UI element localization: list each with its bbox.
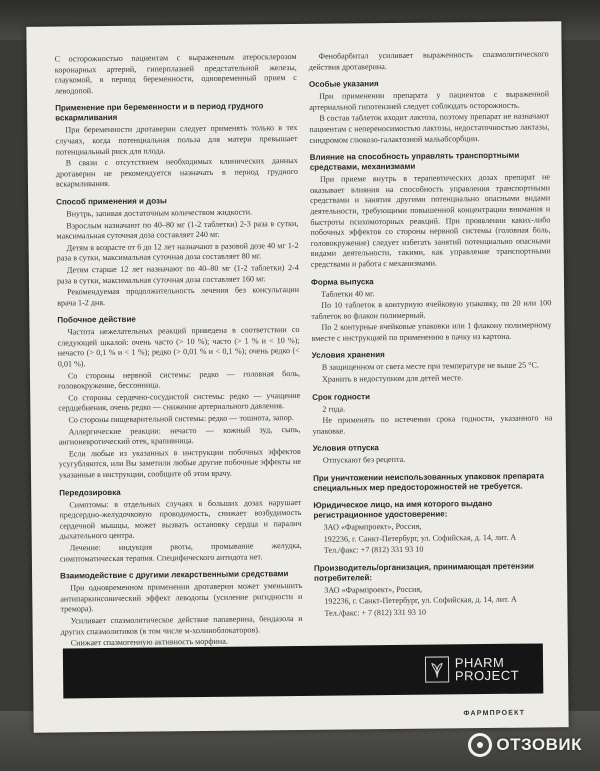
section-heading: Срок годности	[312, 391, 371, 402]
section-heading: Условия отпуска	[312, 443, 379, 454]
paragraph: Таблетки 40 мг.	[321, 288, 375, 299]
paragraph: Не применять по истечении срока годности, указанного на упаковке.	[312, 413, 553, 436]
section-heading: Особые указания	[308, 79, 379, 90]
paragraph: Аллергические реакции: нечасто — кожный зуд, сыпь, ангионевротический отек, крапивница.	[58, 424, 301, 447]
paragraph: По 2 контурные ячейковые упаковки или 1 флакону полимерному вместе с инструкцией по применению в пачку из картона.	[311, 320, 552, 343]
logo-subtitle: ФАРМПРОЕКТ	[463, 709, 526, 718]
paragraph: Хранить в недоступном для детей месте.	[321, 373, 464, 384]
paragraph: При беременности дротаверин следует применять только в тех случаях, когда потенциальная польза для матери превышает потенциальный риск для плода.	[55, 123, 298, 157]
paragraph: 192236, г. Санкт-Петербург, ул. Софийская, д. 14, лит. А	[324, 595, 517, 607]
paragraph: С осторожностью пациентам с выраженным атеросклерозом коронарных артерий, гиперплазией предстательной железы, глаукомой, в период беременности, одновременный прием с леводопой.	[54, 51, 297, 96]
section-heading: Передозировка	[59, 487, 121, 498]
paragraph: Симптомы: в отдельных случаях в больших дозах нарушает предсердно-желудочковую проводимость, снижает возбудимость сердечной мышцы, может вызвать остановку сердца и паралич дыхательного центра.	[59, 497, 302, 541]
section-heading: Юридическое лицо, на имя которого выдано регистрационное удостоверение:	[313, 498, 493, 520]
paragraph: Снижает спазмогенную активность морфина.	[70, 636, 228, 648]
footer-bar	[63, 643, 543, 698]
paragraph: Со стороны нервной системы: редко — головная боль, головокружение, бессонница.	[58, 368, 301, 391]
section-heading: Форма выпуска	[310, 276, 374, 287]
paragraph: В защищенном от света месте при температуре не выше 25 °С.	[321, 360, 539, 373]
paragraph: ЗАО «Фармпроект», Россия,	[324, 584, 423, 595]
watermark-text: ОТЗОВИК	[496, 735, 582, 754]
paragraph: Со стороны сердечно-сосудистой системы: редко — учащение сердцебиения, очень редко — снижение артериального давления.	[58, 390, 301, 413]
paragraph: При приеме внутрь в терапевтических дозах препарат не оказывает влияния на способность управления транспортными средствами и занятия другими потенциально опасными видами деятельности, требующими повышенной концентрации внимания и быстроты психомоторных реакций. При проявлении каких-либо побочных эффектов со стороны нервной системы (головная боль, головокружение) следует избегать занятий потенциально опасными видами деятельности, такими, как управление транспортными средствами и работа с механизмами.	[309, 172, 551, 269]
section-heading: Способ применения и дозы	[56, 196, 167, 207]
paragraph: 192236, г. Санкт-Петербург, ул. Софийская, д. 14, лит. А	[323, 532, 517, 544]
section-heading: Побочное действие	[57, 314, 136, 325]
section-heading: При уничтожении неиспользованных упаковок препарата специальных мер предосторожностей не требуется.	[313, 471, 545, 493]
paragraph: При применении препарата у пациентов с выраженной артериальной гипотензией следует соблюдать осторожность.	[309, 89, 550, 112]
paragraph: Усиливает спазмолитическое действие папаверина, бендазола и других спазмолитиков (в том числе м-холиноблокаторов).	[60, 613, 303, 637]
section-heading: Условия хранения	[311, 350, 385, 361]
otzovik-watermark	[468, 733, 582, 757]
section-heading: Применение при беременности и в период грудного вскармливания	[55, 101, 264, 123]
section-heading: Влияние на способность управлять транспортными средствами, механизмами	[309, 150, 520, 173]
paragraph: Внутрь, запивая достаточным количеством жидкости.	[66, 207, 253, 219]
paragraph: Взрослым назначают по 40–80 мг (1-2 таблетки) 2-3 раза в сутки, максимальная суточная доза составляет 240 мг.	[56, 218, 299, 241]
otzovik-logo-icon	[468, 733, 492, 757]
paragraph: Тел./факс: + 7 (812) 331 93 10	[324, 607, 427, 618]
logo-line-1: PHARM	[454, 654, 505, 671]
paragraph: ЗАО «Фармпроект», Россия,	[323, 521, 422, 532]
paragraph: 2 года.	[322, 404, 346, 414]
paragraph: Со стороны пищеварительной системы: редко — тошнота, запор.	[68, 413, 294, 425]
paragraph: По 10 таблеток в контурную ячейковую упаковку, по 20 или 100 таблеток во флакон полимерный.	[311, 298, 552, 321]
section-heading: Производитель/организация, принимающая претензии потребителей:	[313, 561, 534, 583]
paragraph: В связи с отсутствием необходимых клинических данных дротаверин не рекомендуется назначать в период грудного вскармливания.	[55, 156, 298, 189]
instruction-leaflet	[26, 21, 568, 733]
section-heading: Взаимодействие с другими лекарственными средствами	[60, 569, 289, 581]
paragraph: Тел./факс: +7 (812) 331 93 10	[323, 544, 424, 555]
logo-line-2: PROJECT	[454, 667, 520, 684]
paragraph: Рекомендуемая продолжительность лечения без консультации врача 1-2 дня.	[57, 285, 300, 308]
paragraph: В состав таблеток входит лактоза, поэтому препарат не назначают пациентам с непереносимостью лактозы, недостаточностью лактазы, синдромом глюкозо-галактозной мальабсорбции.	[309, 111, 550, 145]
left-column	[55, 52, 303, 650]
paragraph: Фенобарбитал усиливает выраженность спазмолитического действия дротаверина.	[308, 49, 549, 72]
leaf-icon	[425, 656, 449, 682]
paragraph: Если любые из указанных в инструкции побочных эффектов усугубляются, или Вы заметили любые другие побочные эффекты не указанные в инструкции, сообщите об этом врачу.	[58, 446, 301, 480]
paragraph: При одновременном применении дротаверин может уменьшить антипаркинсонический эффект леводопы (усиление ригидности и тремора).	[60, 581, 303, 614]
paragraph: Отпускают без рецепта.	[322, 455, 406, 466]
paragraph: Детям старше 12 лет назначают по 40–80 мг (1-2 таблетки) 2-4 раза в сутки, максимальная суточная доза составляет 160 мг.	[56, 262, 299, 286]
paragraph: Частота нежелательных реакций приведена в соответствии со следующей шкалой: очень часто (> 10 %); часто (> 1 % и < 10 %); нечасто (> 0,1 % и < 1 %); редко (> 0,01 % и < 0,1 %); очень редко (< 0,01 %).	[57, 325, 300, 369]
right-column	[309, 49, 555, 620]
pharmproject-logo	[425, 656, 519, 683]
paragraph: Лечение: индукция рвоты, промывание желудка, симптоматическая терапия. Специфического антидота нет.	[59, 540, 302, 564]
paragraph: Детям в возрасте от 6 до 12 лет назначают в разовой дозе 40 мг 1-2 раза в сутки, максимальная суточная доза составляет 80 мг.	[56, 240, 299, 263]
